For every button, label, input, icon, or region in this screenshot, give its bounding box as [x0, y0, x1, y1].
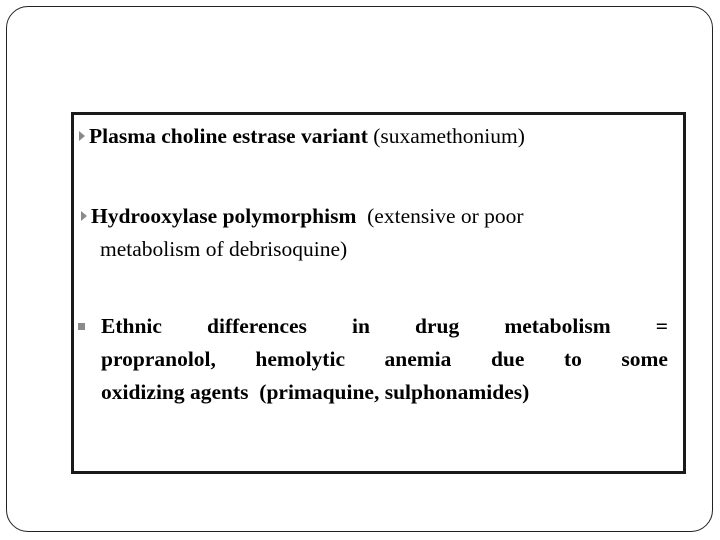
- word: in: [352, 314, 370, 338]
- bullet-item-bold-text: Hydrooxylase polymorphism: [91, 204, 357, 228]
- bullet-item-normal-text: (suxamethonium): [367, 124, 525, 148]
- word: =: [655, 314, 668, 338]
- bullet-item-ethnic-differences: [101, 310, 668, 409]
- word: anemia: [384, 347, 452, 371]
- word: propranolol,: [101, 347, 216, 371]
- word: to: [563, 347, 582, 371]
- arrow-bullet-icon: [81, 211, 87, 221]
- word: metabolism: [504, 314, 611, 338]
- word: due: [490, 347, 525, 371]
- word: drug: [415, 314, 460, 338]
- bullet-line-2: [101, 343, 668, 376]
- bullet-item-continuation-text: metabolism of debrisoquine): [100, 237, 348, 261]
- bullet-item-bold-text: Plasma choline estrase variant: [89, 124, 368, 148]
- word: differences: [207, 314, 307, 338]
- bullet-line-3: [101, 376, 668, 409]
- content-box: [71, 112, 686, 474]
- bullet-item-normal-text: (extensive or poor: [356, 204, 524, 228]
- arrow-bullet-icon: [79, 131, 85, 141]
- square-bullet-icon: [78, 323, 85, 330]
- line-text: oxidizing agents (primaquine, sulphonamides): [101, 380, 530, 404]
- bullet-item-hydrooxylase: [81, 200, 524, 266]
- word: hemolytic: [255, 347, 345, 371]
- bullet-item-plasma-choline: [79, 120, 525, 153]
- word: Ethnic: [101, 314, 162, 338]
- bullet-line-1: [101, 310, 668, 343]
- word: some: [621, 347, 668, 371]
